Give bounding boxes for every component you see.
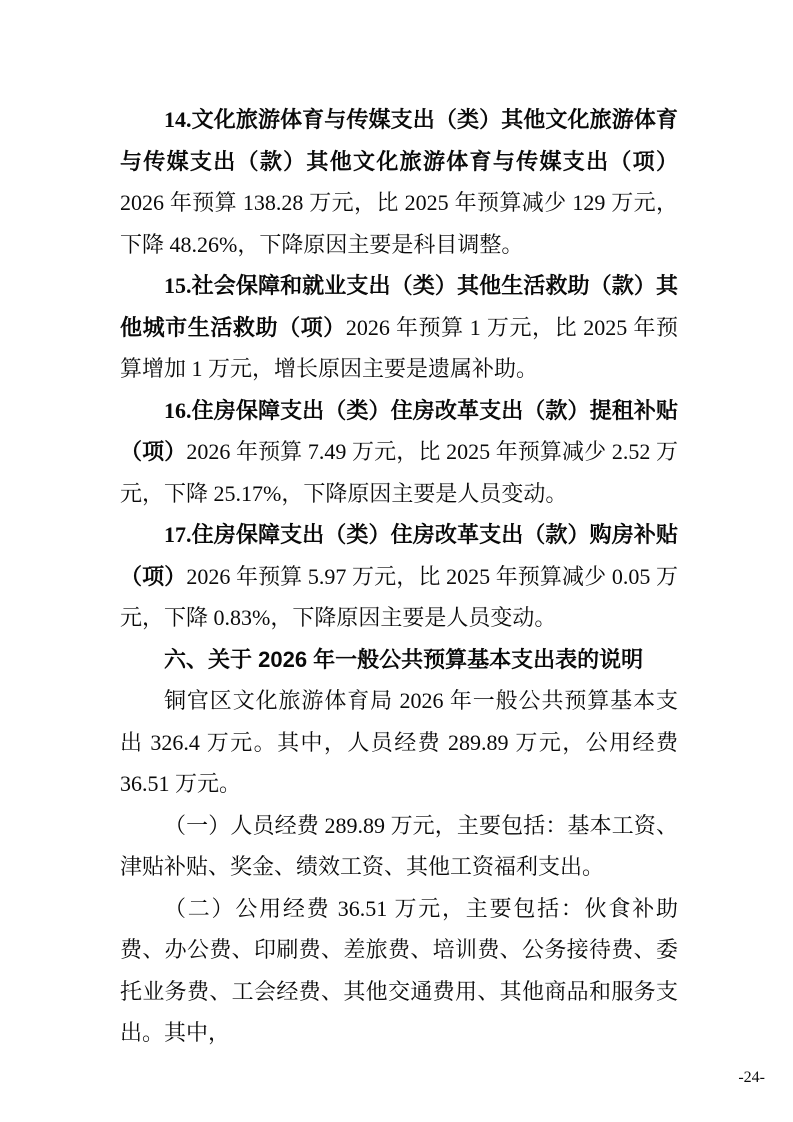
body-paragraph-personnel: （一）人员经费 289.89 万元，主要包括：基本工资、津贴补贴、奖金、绩效工资、其他工资福利支出。 — [120, 812, 678, 879]
paragraph-15-bold-label: 15.社会保障和就业支出（类）其他生活救助（款）其他城市生活救助（项） — [120, 273, 678, 340]
paragraph-14-bold-label: 14.文化旅游体育与传媒支出（类）其他文化旅游体育与传媒支出（款）其他文化旅游体育与传媒支出（项） — [120, 107, 678, 174]
paragraph-16-text: 2026 年预算 7.49 万元，比 2025 年预算减少 2.52 万元，下降 25.17%，下降原因主要是人员变动。 — [120, 439, 678, 506]
paragraph-14-text: 2026 年预算 138.28 万元，比 2025 年预算减少 129 万元，下降 48.26%，下降原因主要是科目调整。 — [120, 190, 678, 257]
paragraph-item-16 — [120, 390, 678, 515]
paragraph-16-bold-label: 16.住房保障支出（类）住房改革支出（款）提租补贴（项） — [120, 397, 678, 464]
body-paragraph-summary: 铜官区文化旅游体育局 2026 年一般公共预算基本支出 326.4 万元。其中，人员经费 289.89 万元，公用经费 36.51 万元。 — [120, 688, 678, 796]
paragraph-item-17 — [120, 514, 678, 639]
document-body — [120, 99, 678, 1054]
section-heading-six: 六、关于 2026 年一般公共预算基本支出表的说明 — [164, 646, 644, 672]
body-paragraph-public-funds: （二）公用经费 36.51 万元，主要包括：伙食补助费、办公费、印刷费、差旅费、培训费、公务接待费、委托业务费、工会经费、其他交通费用、其他商品和服务支出。其中， — [120, 895, 678, 1045]
paragraph-17-bold-label: 17.住房保障支出（类）住房改革支出（款）购房补贴（项） — [120, 522, 678, 589]
paragraph-15-text: 2026 年预算 1 万元，比 2025 年预算增加 1 万元，增长原因主要是遗属补助。 — [120, 314, 678, 381]
page-number: -24- — [738, 1069, 765, 1086]
paragraph-item-14 — [120, 99, 678, 265]
paragraph-item-15 — [120, 265, 678, 390]
paragraph-17-text: 2026 年预算 5.97 万元，比 2025 年预算减少 0.05 万元，下降 0.83%，下降原因主要是人员变动。 — [120, 563, 678, 630]
